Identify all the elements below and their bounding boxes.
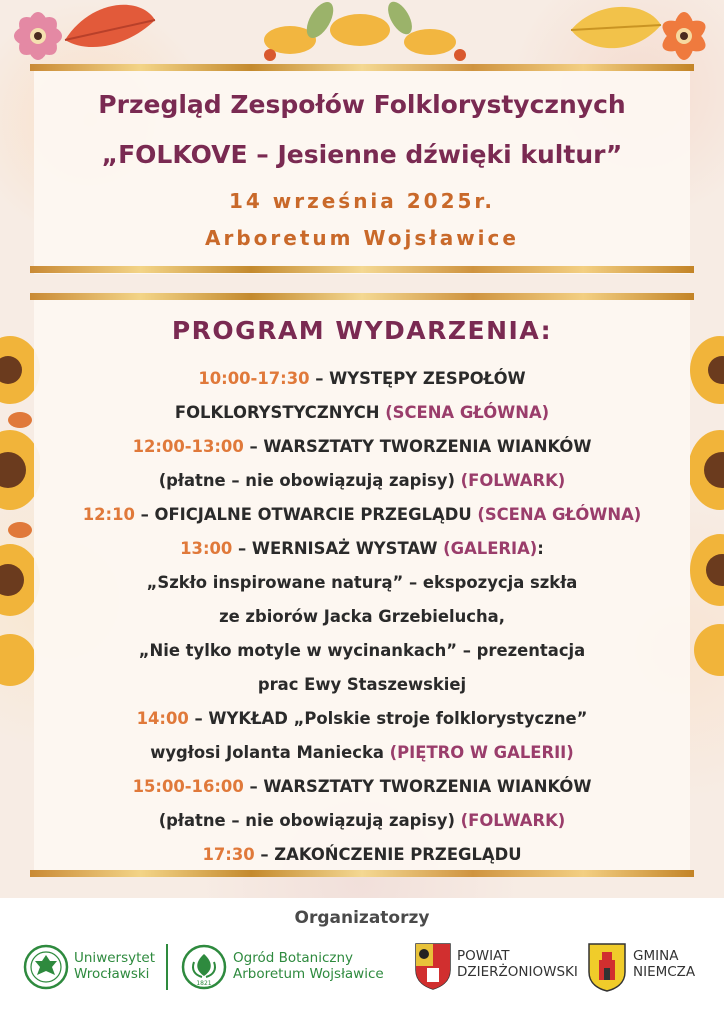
red-leaf-icon [60, 0, 160, 60]
program-line [20, 532, 704, 566]
program-line [20, 566, 704, 600]
program-time: 14:00 [136, 709, 189, 728]
university-wroclaw-logo-icon [23, 944, 69, 990]
program-venue: (FOLWARK) [460, 471, 566, 490]
org2-seal-year: 1821 [196, 980, 212, 987]
gold-divider [30, 64, 694, 71]
program-time: 12:00-13:00 [132, 437, 244, 456]
org1-name-line1: Uniwersytet [74, 950, 155, 966]
program-text: wygłosi Jolanta Maniecka [150, 743, 390, 762]
program-line [20, 600, 704, 634]
program-time: 13:00 [180, 539, 233, 558]
logo-divider [166, 944, 168, 990]
program-text: FOLKLORYSTYCZNYCH [174, 403, 386, 422]
program-text: (płatne – nie obowiązują zapisy) [158, 471, 461, 490]
program-venue: (FOLWARK) [460, 811, 566, 830]
powiat-coat-of-arms-icon [414, 942, 452, 990]
event-subtitle: „FOLKOVE – Jesienne dźwięki kultur” [101, 140, 623, 169]
gmina-coat-of-arms-icon [587, 942, 627, 992]
program-line [20, 838, 704, 872]
program-list [20, 362, 704, 872]
program-text: – WERNISAŻ WYSTAW [232, 539, 444, 558]
program-time: 15:00-16:00 [132, 777, 244, 796]
program-text: – WARSZTATY TWORZENIA WIANKÓW [243, 437, 592, 456]
program-text: „Szkło inspirowane naturą” – ekspozycja szkła [146, 573, 578, 592]
program-line [20, 634, 704, 668]
program-line [20, 668, 704, 702]
program-line [20, 770, 704, 804]
program-line [20, 362, 704, 396]
program-venue: (GALERIA) [443, 539, 538, 558]
event-title: Przegląd Zespołów Folklorystycznych [98, 90, 626, 119]
gold-divider [30, 293, 694, 300]
program-line [20, 464, 704, 498]
program-text: ze zbiorów Jacka Grzebielucha, [219, 607, 505, 626]
program-line [20, 396, 704, 430]
program-line [20, 498, 704, 532]
program-text: (płatne – nie obowiązują zapisy) [158, 811, 461, 830]
event-date: 14 września 2025r. [228, 189, 496, 213]
org2-name-line2: Arboretum Wojsławice [233, 966, 384, 982]
program-line [20, 804, 704, 838]
program-line [20, 702, 704, 736]
program-time: 12:10 [82, 505, 135, 524]
program-venue: (PIĘTRO W GALERII) [389, 743, 574, 762]
program-punctuation: : [537, 539, 544, 558]
program-title: PROGRAM WYDARZENIA: [171, 316, 553, 345]
org3-name-line1: POWIAT [457, 948, 510, 964]
organizers-title: Organizatorzy [294, 908, 430, 928]
yellow-flowers-icon [250, 0, 480, 66]
program-text: „Nie tylko motyle w wycinankach” – prezentacja [138, 641, 586, 660]
program-time: 10:00-17:30 [198, 369, 310, 388]
program-text: – WARSZTATY TWORZENIA WIANKÓW [243, 777, 592, 796]
program-venue: (SCENA GŁÓWNA) [385, 403, 550, 422]
program-venue: (SCENA GŁÓWNA) [477, 505, 642, 524]
org3-name-line2: DZIERŻONIOWSKI [457, 964, 578, 980]
program-text: – OFICJALNE OTWARCIE PRZEGLĄDU [134, 505, 478, 524]
org4-name-line1: GMINA [633, 948, 679, 964]
org1-name-line2: Wrocławski [74, 966, 150, 982]
org2-name-line1: Ogród Botaniczny [233, 950, 354, 966]
org4-name-line2: NIEMCZA [633, 964, 696, 980]
gold-divider [30, 266, 694, 273]
program-text: – WYKŁAD „Polskie stroje folklorystyczne” [188, 709, 588, 728]
program-text: prac Ewy Staszewskiej [257, 675, 467, 694]
program-time: 17:30 [202, 845, 255, 864]
program-text: – WYSTĘPY ZESPOŁÓW [309, 369, 526, 388]
event-place: Arboretum Wojsławice [205, 226, 519, 250]
organizers-footer [0, 898, 724, 1024]
program-text: – ZAKOŃCZENIE PRZEGLĄDU [254, 845, 522, 864]
botanical-garden-logo-icon [181, 944, 227, 990]
program-line [20, 430, 704, 464]
program-line [20, 736, 704, 770]
